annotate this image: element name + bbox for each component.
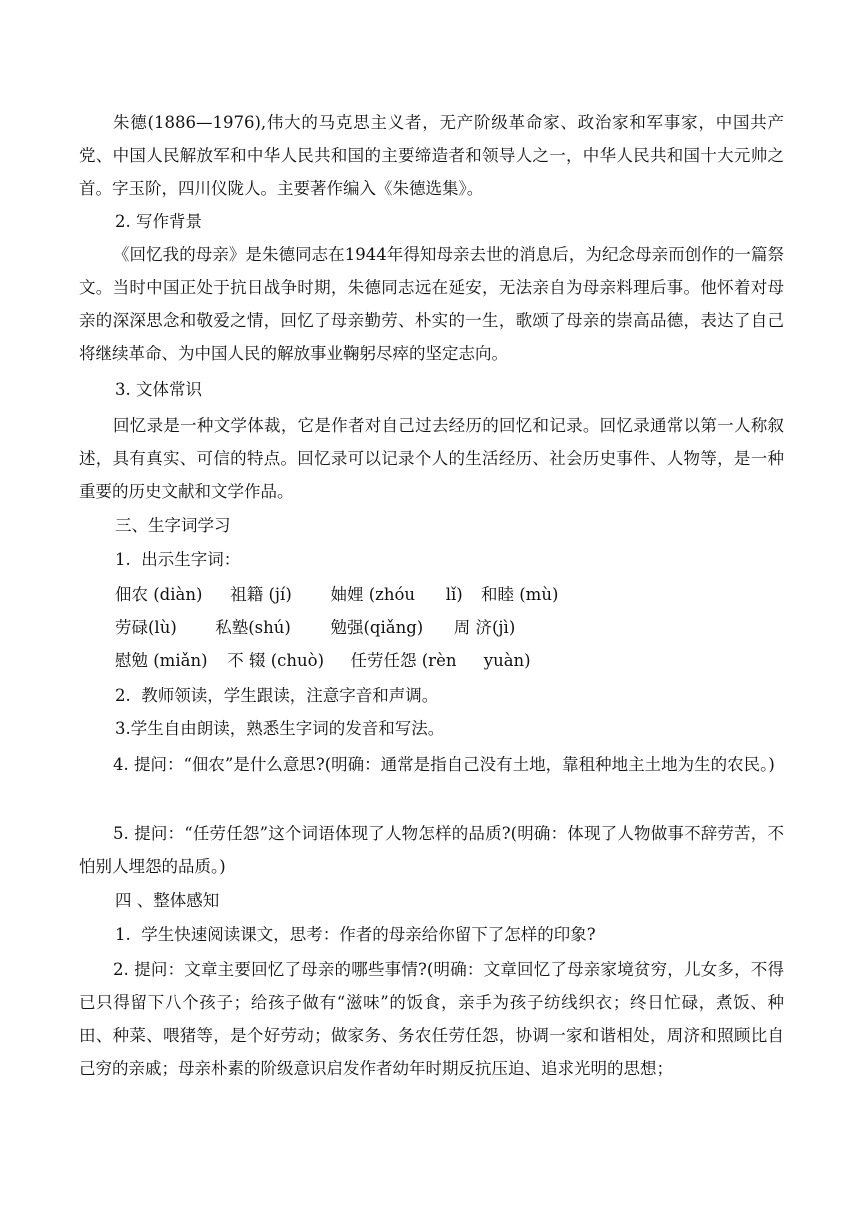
vocab-word: 私塾(shú) [215,618,291,637]
overall-heading: 四 、整体感知 [115,891,220,910]
vocab-word: 周 济(jì) [453,618,516,637]
vocab-step-4: 4. 提问：“佃农”是什么意思?(明确：通常是指自己没有土地，靠租种地主土地为生的农民。) [113,755,775,774]
vocab-word: 和睦 (mù) [481,585,559,604]
vocab-word: lǐ) [445,585,463,604]
vocab-word: 祖籍 (jí) [230,585,292,604]
vocab-word: 不 辍 (chuò) [227,651,325,670]
vocab-row-2 [115,611,515,644]
vocab-word: 劳碌(lù) [115,618,177,637]
background-heading: 2. 写作背景 [115,212,202,231]
vocab-step-2: 2. 教师领读，学生跟读，注意字音和声调。 [115,686,439,705]
genre-paragraph: 回忆录是一种文学体裁，它是作者对自己过去经历的回忆和记录。回忆录通常以第一人称叙述，具有真实、可信的特点。回忆录可以记录个人的生活经历、社会历史事件、人物等，是一种重要的历史文献和文学作品。 [79,416,784,501]
vocab-row-1 [115,578,558,611]
vocab-word: 妯娌 (zhóu [330,585,416,604]
genre-heading: 3. 文体常识 [115,380,202,399]
vocab-word: 勉强(qiǎng) [330,618,424,637]
vocab-word: 任劳任怨 (rèn [350,651,457,670]
vocab-word: yuàn) [483,651,531,670]
vocab-word: 佃农 (diàn) [115,585,203,604]
vocab-step-1: 1. 出示生字词： [115,550,241,569]
background-paragraph: 《回忆我的母亲》是朱德同志在1944年得知母亲去世的消息后，为纪念母亲而创作的一篇祭文。当时中国正处于抗日战争时期，朱德同志远在延安，无法亲自为母亲料理后事。他怀着对母亲的深深思念和敬爱之情，回忆了母亲勤劳、朴实的一生，歌颂了母亲的崇高品德，表达了自己将继续革命、为中国人民的解放事业鞠躬尽瘁的坚定志向。 [79,245,784,363]
vocab-row-3 [115,644,531,677]
overall-question-2: 2. 提问：文章主要回忆了母亲的哪些事情?(明确：文章回忆了母亲家境贫穷，儿女多，不得已只得留下八个孩子；给孩子做有“滋味”的饭食，亲手为孩子纺线织衣；终日忙碌，煮饭、种田、种菜、喂猪等，是个好劳动；做家务、务农任劳任怨，协调一家和谐相处，周济和照顾比自己穷的亲戚；母亲朴素的阶级意识启发作者幼年时期反抗压迫、追求光明的思想； [79,960,784,1078]
intro-paragraph: 朱德(1886—1976),伟大的马克思主义者，无产阶级革命家、政治家和军事家，中国共产党、中国人民解放军和中华人民共和国的主要缔造者和领导人之一，中华人民共和国十大元帅之首。字玉阶，四川仪陇人。主要著作编入《朱德选集》。 [79,113,784,198]
vocab-heading: 三、生字词学习 [115,516,231,535]
vocab-word: 慰勉 (miǎn) [115,651,208,670]
overall-question-1: 1. 学生快速阅读课文，思考：作者的母亲给你留下了怎样的印象? [115,925,596,944]
vocab-step-5: 5. 提问：“任劳任怨”这个词语体现了人物怎样的品质?(明确：体现了人物做事不辞劳苦，不怕别人埋怨的品质。) [79,824,784,876]
vocab-step-3: 3.学生自由朗读，熟悉生字词的发音和写法。 [115,719,445,738]
